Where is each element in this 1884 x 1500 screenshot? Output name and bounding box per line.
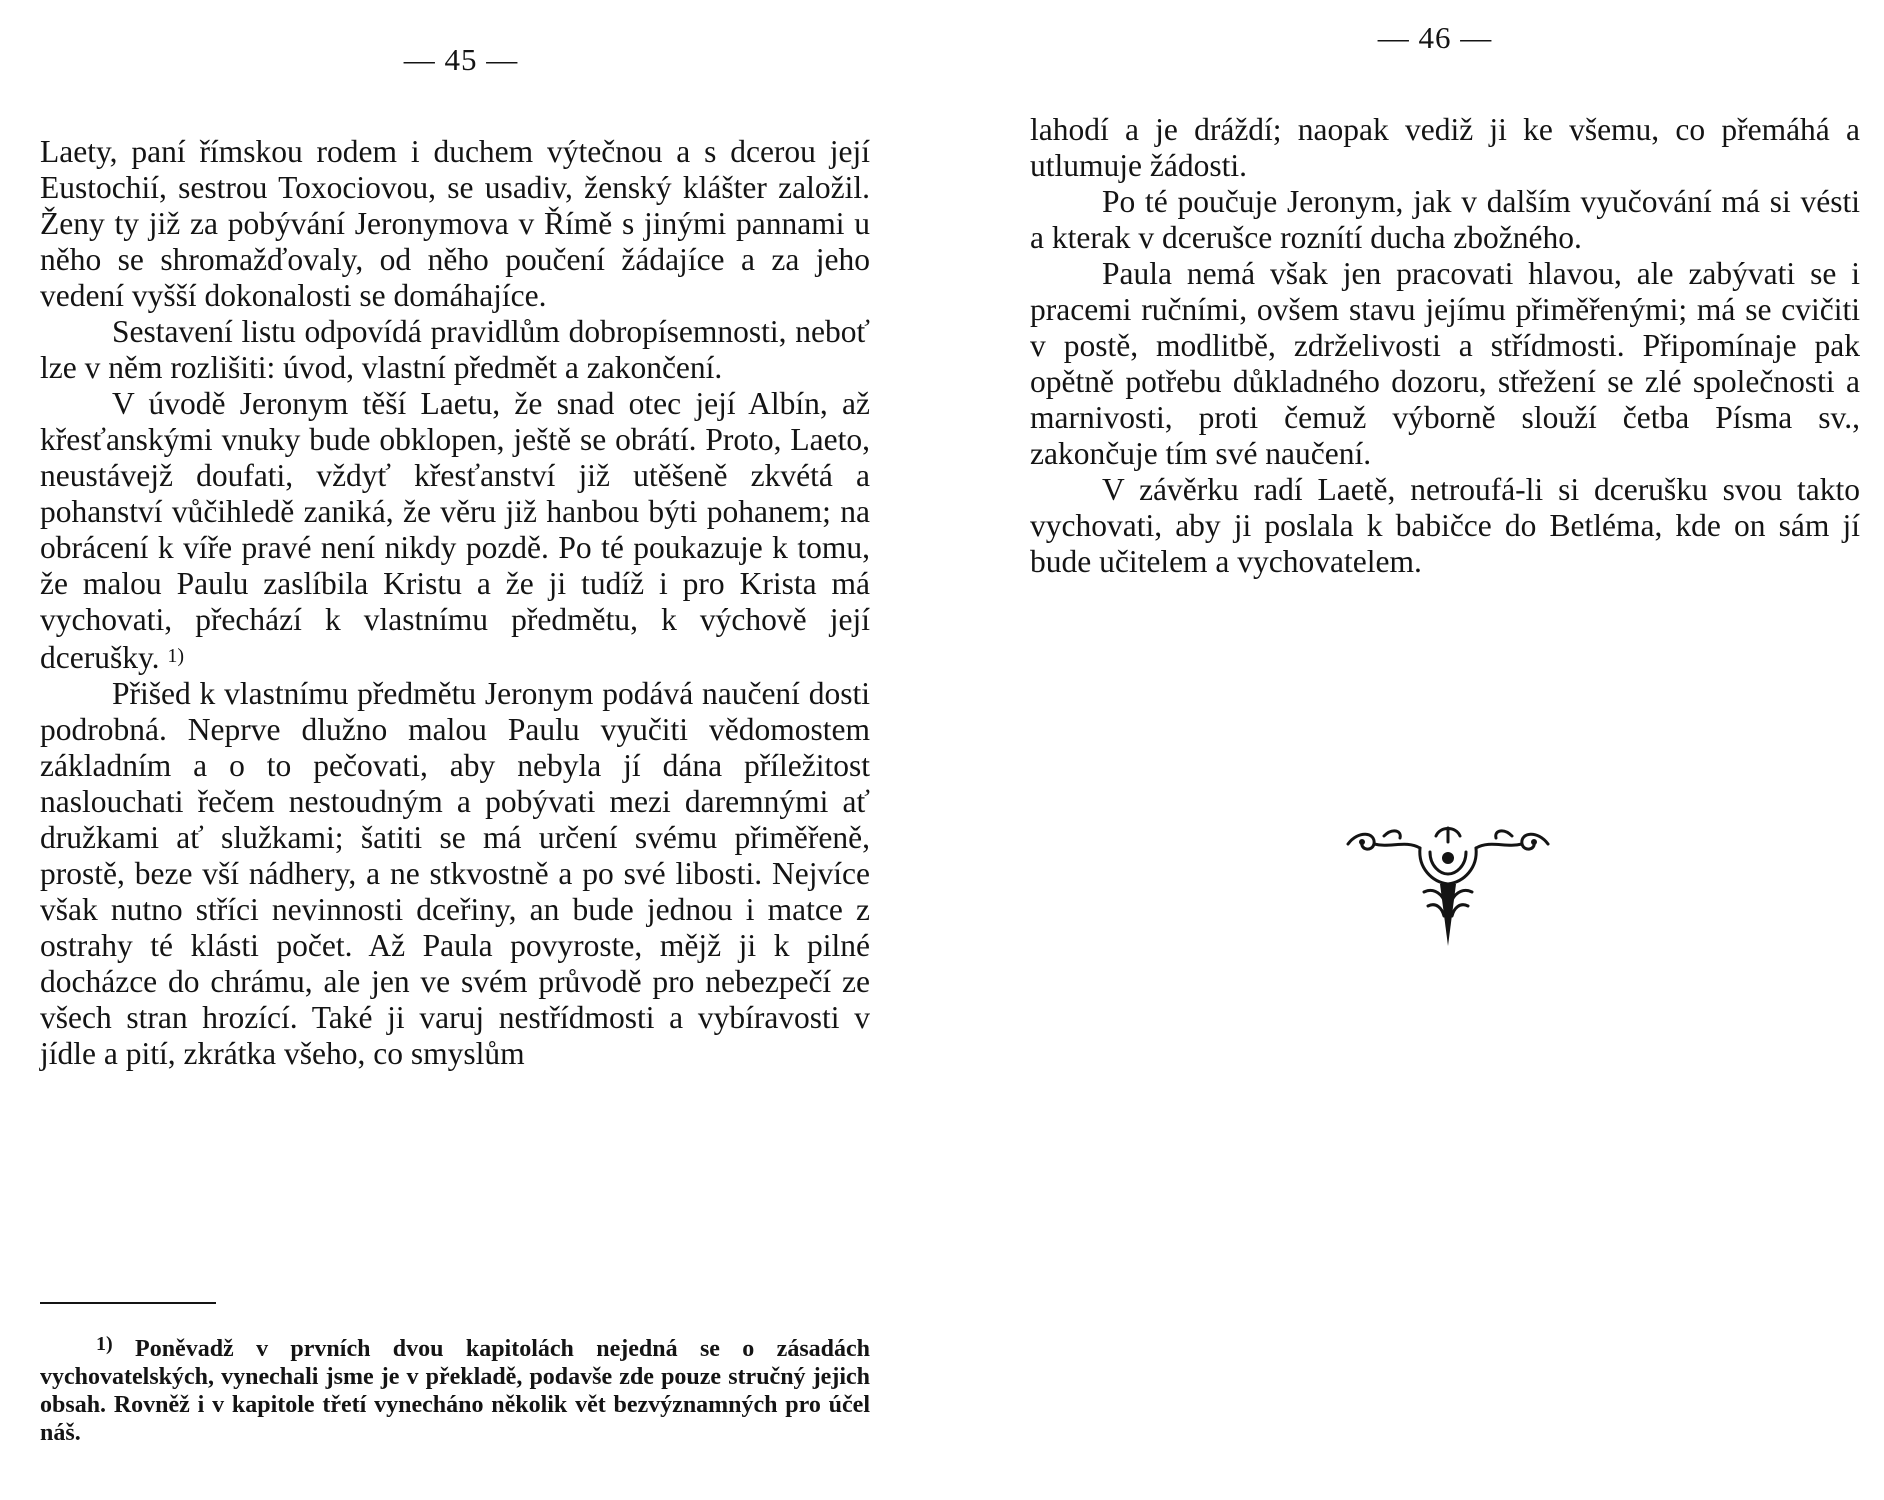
footnote-text: Poněvadž v prvních dvou kapitolách nejedná se o zásadách vychovatelských, vynechali jsme je v překladě, podavše zde pouze stručný jejich obsah. Rovněž i v kapitole třetí vynecháno několik vět bezvýznamných pro účel náš.: [40, 1336, 871, 1446]
page-number-left: — 45 —: [403, 42, 519, 77]
footnote: [40, 1330, 870, 1447]
floral-vignette-icon: [1340, 822, 1556, 950]
paragraph: Přišed k vlastnímu předmětu Jeronym podává naučení dosti podrobná. Neprve dlužno malou Paulu vyučiti vědomostem základním a o to pečovati, aby nebyla jí dána příležitost naslouchati řečem nestoudným a pobývati mezi daremnými ať družkami ať služkami; šatiti se má určení svému přiměřeně, prostě, beze vší nádhery, a ne stkvostně a po své libosti. Nejvíce však nutno stříci nevinnosti dceřiny, an bude jednou i matce z ostrahy té klásti počet. Až Paula povyroste, mějž ji k pilné docházce do chrámu, ale jen ve svém průvodě pro nebezpečí ze všech stran hrozící. Také ji varuj nestřídmosti a vybíravosti v jídle a pití, zkrátka všeho, co smyslům: [40, 676, 870, 1071]
paragraph: V závěrku radí Laetě, netroufá-li si dcerušku svou takto vychovati, aby ji poslala k babičce do Betléma, kde on sám jí bude učitelem a vychovatelem.: [1030, 472, 1860, 579]
paragraph-text: V úvodě Jeronym těší Laetu, že snad otec její Albín, až křesťanskými vnuky bude obklopen, ještě se obrátí. Proto, Laeto, neustávejž doufati, vždyť křesťanství již utěšeně zkvétá a pohanství vůčihledě zaniká, že věru již hanbou býti pohanem; na obrácení k víře pravé není nikdy pozdě. Po té poukazuje k tomu, že malou Paulu zaslíbila Kristu a že ji tudíž i pro Krista má vychovati, přechází k vlastnímu předmětu, k výchově její dcerušky.: [40, 386, 870, 675]
page-number-right: — 46 —: [1377, 20, 1493, 55]
right-page-text: [1030, 112, 1860, 580]
paragraph: lahodí a je dráždí; naopak vediž ji ke všemu, co přemáhá a utlumuje žádosti.: [1030, 112, 1860, 183]
paragraph: Paula nemá však jen pracovati hlavou, ale zabývati se i pracemi ručními, ovšem stavu jejímu přiměřenými; má se cvičiti v postě, modlitbě, zdrželivosti a střídmosti. Připomínaje pak opětně potřebu důkladného dozoru, střežení se zlé společnosti a marnivosti, proti čemuž výborně slouží četba Písma sv., zakončuje tím své naučení.: [1030, 256, 1860, 471]
paragraph: Po té poučuje Jeronym, jak v dalším vyučování má si vésti a kterak v dcerušce roznítí ducha zbožného.: [1030, 184, 1860, 255]
left-page: [40, 0, 870, 1500]
paragraph: [40, 386, 870, 676]
footnote-reference: 1): [167, 645, 185, 667]
right-page: [1030, 0, 1860, 1500]
paragraph: Sestavení listu odpovídá pravidlům dobropísemnosti, neboť lze v něm rozlišiti: úvod, vlastní předmět a zakončení.: [40, 314, 870, 385]
paragraph: Laety, paní římskou rodem i duchem výtečnou a s dcerou její Eustochií, sestrou Toxociovou, se usadiv, ženský klášter založil. Ženy ty již za pobývání Jeronymova v Římě s jinými pannami u něho se shromažďovaly, od něho poučení žádajíce a za jeho vedení vyšší dokonalosti se domáhajíce.: [40, 134, 870, 313]
left-page-text: [40, 134, 870, 1072]
footnote-mark: 1): [96, 1333, 113, 1355]
footnote-divider: [40, 1302, 216, 1304]
